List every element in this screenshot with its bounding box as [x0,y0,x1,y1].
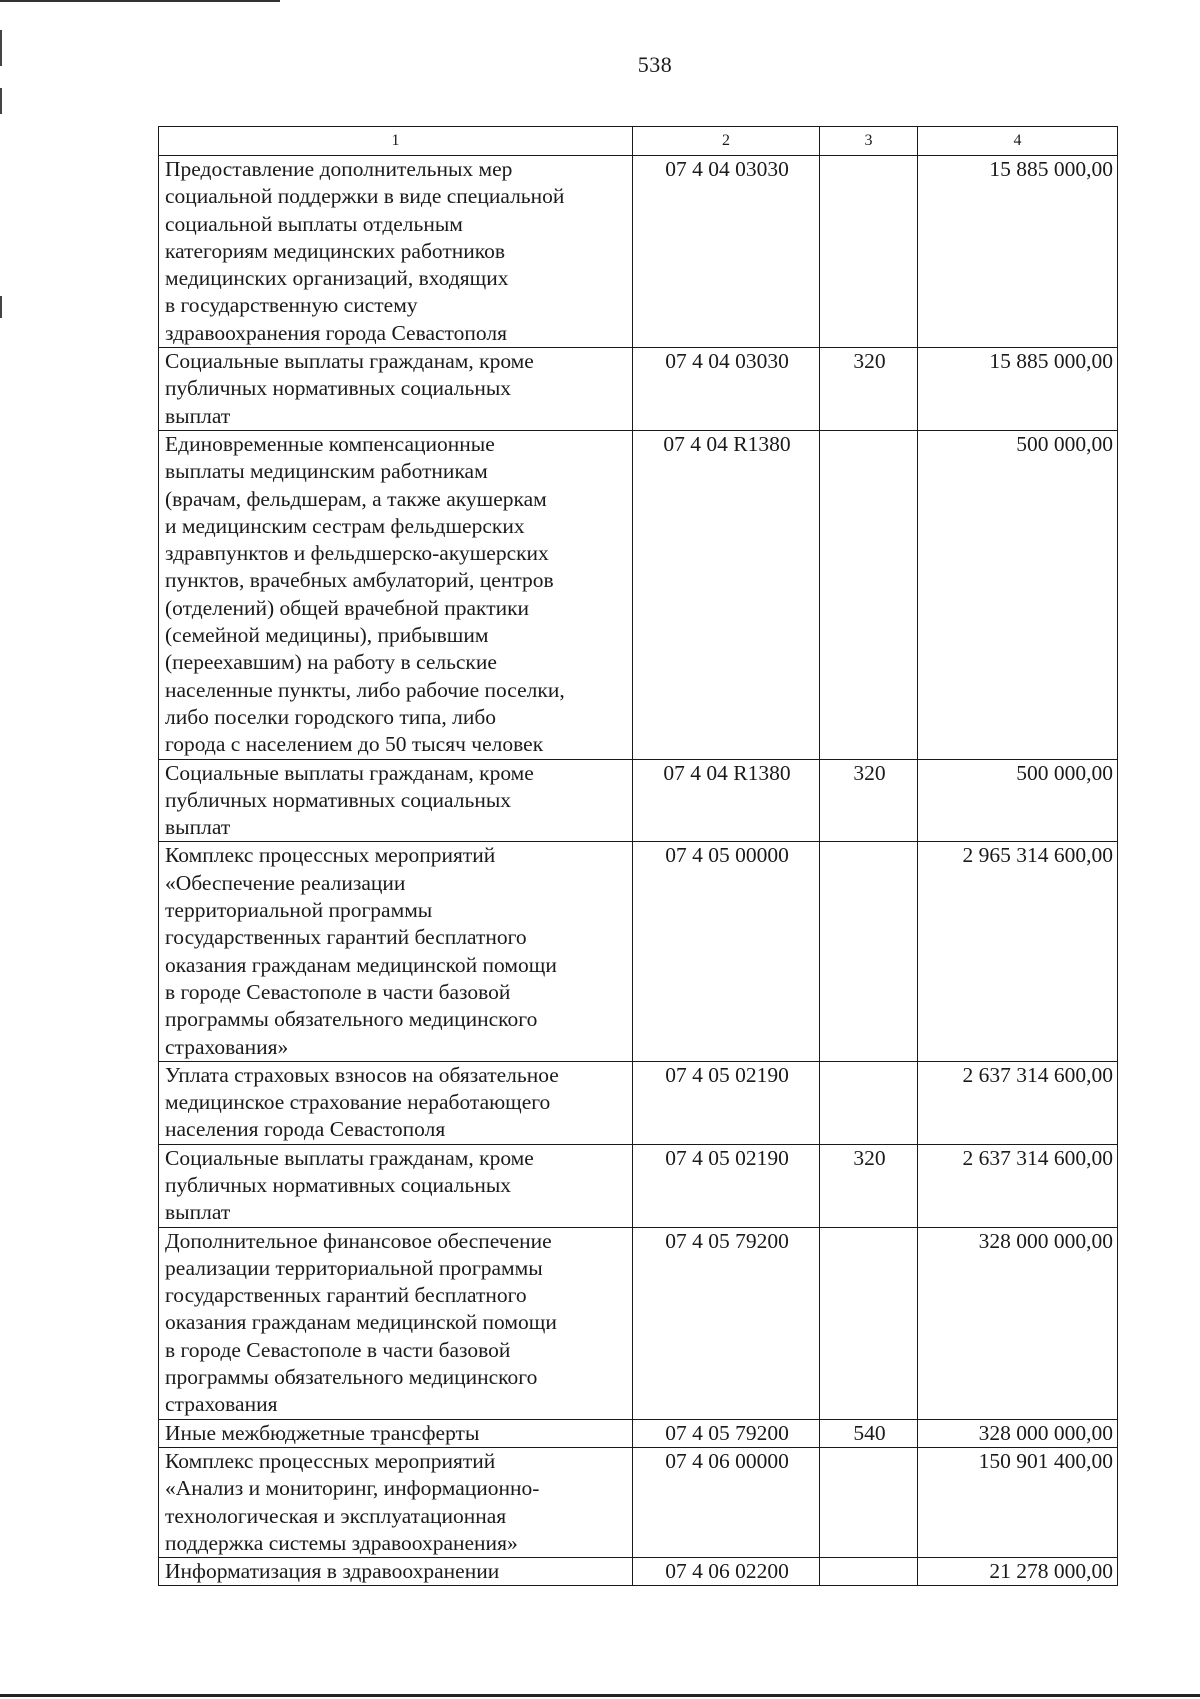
row-name: Уплата страховых взносов на обязательное медицинское страхование неработающего населения города Севастополя [159,1061,633,1144]
row-code: 07 4 04 03030 [633,348,820,431]
row-code: 07 4 06 02200 [633,1558,820,1586]
table-row [159,842,1118,1061]
row-amount: 2 965 314 600,00 [918,842,1118,1061]
row-type [820,1447,918,1557]
row-name: Комплекс процессных мероприятий «Обеспечение реализации территориальной программы государственных гарантий бесплатного оказания гражданам медицинской помощи в городе Севастополе в части базовой программы обязательного медицинского страхования» [159,842,633,1061]
column-header-amount: 4 [918,127,1118,156]
row-amount: 500 000,00 [918,430,1118,759]
row-name: Комплекс процессных мероприятий «Анализ и мониторинг, информационно- технологическая и эксплуатационная поддержка системы здравоохранения» [159,1447,633,1557]
scan-edge-mark [0,88,2,114]
row-amount: 2 637 314 600,00 [918,1061,1118,1144]
row-code: 07 4 05 02190 [633,1061,820,1144]
row-code: 07 4 04 03030 [633,156,820,348]
scan-edge-bottom [0,1694,1200,1697]
page-number: 538 [637,52,673,77]
row-type: 320 [820,1144,918,1227]
table-row [159,1558,1118,1586]
row-amount: 328 000 000,00 [918,1227,1118,1419]
row-code: 07 4 05 02190 [633,1144,820,1227]
row-type [820,430,918,759]
row-amount: 2 637 314 600,00 [918,1144,1118,1227]
row-type: 320 [820,759,918,842]
table-row [159,156,1118,348]
row-name: Предоставление дополнительных мер социальной поддержки в виде специальной социальной выплаты отдельным категориям медицинских работников медицинских организаций, входящих в государственную систему здравоохранения города Севастополя [159,156,633,348]
table-row [159,1447,1118,1557]
row-code: 07 4 04 R1380 [633,759,820,842]
row-code: 07 4 04 R1380 [633,430,820,759]
row-name: Социальные выплаты гражданам, кроме публичных нормативных социальных выплат [159,1144,633,1227]
row-amount: 150 901 400,00 [918,1447,1118,1557]
row-type: 540 [820,1419,918,1447]
row-type [820,842,918,1061]
row-type: 320 [820,348,918,431]
row-amount: 500 000,00 [918,759,1118,842]
row-name: Единовременные компенсационные выплаты медицинским работникам (врачам, фельдшерам, а также акушеркам и медицинским сестрам фельдшерских здравпунктов и фельдшерско-акушерских пунктов, врачебных амбулаторий, центров (отделений) общей врачебной практики (семейной медицины), прибывшим (переехавшим) на работу в сельские населенные пункты, либо рабочие поселки, либо поселки городского типа, либо города с населением до 50 тысяч человек [159,430,633,759]
row-amount: 328 000 000,00 [918,1419,1118,1447]
row-name: Социальные выплаты гражданам, кроме публичных нормативных социальных выплат [159,348,633,431]
row-type [820,1061,918,1144]
row-code: 07 4 06 00000 [633,1447,820,1557]
column-header-type: 3 [820,127,918,156]
table-row [159,1419,1118,1447]
row-amount: 21 278 000,00 [918,1558,1118,1586]
budget-table [158,126,1118,1586]
row-type [820,1227,918,1419]
scan-edge-mark [0,296,2,318]
row-name: Дополнительное финансовое обеспечение реализации территориальной программы государственных гарантий бесплатного оказания гражданам медицинской помощи в городе Севастополе в части базовой программы обязательного медицинского страхования [159,1227,633,1419]
scan-edge-top [0,0,280,2]
table-row [159,1144,1118,1227]
table-row [159,1227,1118,1419]
row-name: Информатизация в здравоохранении [159,1558,633,1586]
row-code: 07 4 05 79200 [633,1419,820,1447]
column-header-name: 1 [159,127,633,156]
row-code: 07 4 05 79200 [633,1227,820,1419]
row-name: Иные межбюджетные трансферты [159,1419,633,1447]
table-row [159,1061,1118,1144]
row-type [820,1558,918,1586]
column-header-code: 2 [633,127,820,156]
row-type [820,156,918,348]
table-header-row [159,127,1118,156]
table-row [159,348,1118,431]
table-row [159,430,1118,759]
row-amount: 15 885 000,00 [918,348,1118,431]
table-row [159,759,1118,842]
row-code: 07 4 05 00000 [633,842,820,1061]
row-name: Социальные выплаты гражданам, кроме публичных нормативных социальных выплат [159,759,633,842]
row-amount: 15 885 000,00 [918,156,1118,348]
